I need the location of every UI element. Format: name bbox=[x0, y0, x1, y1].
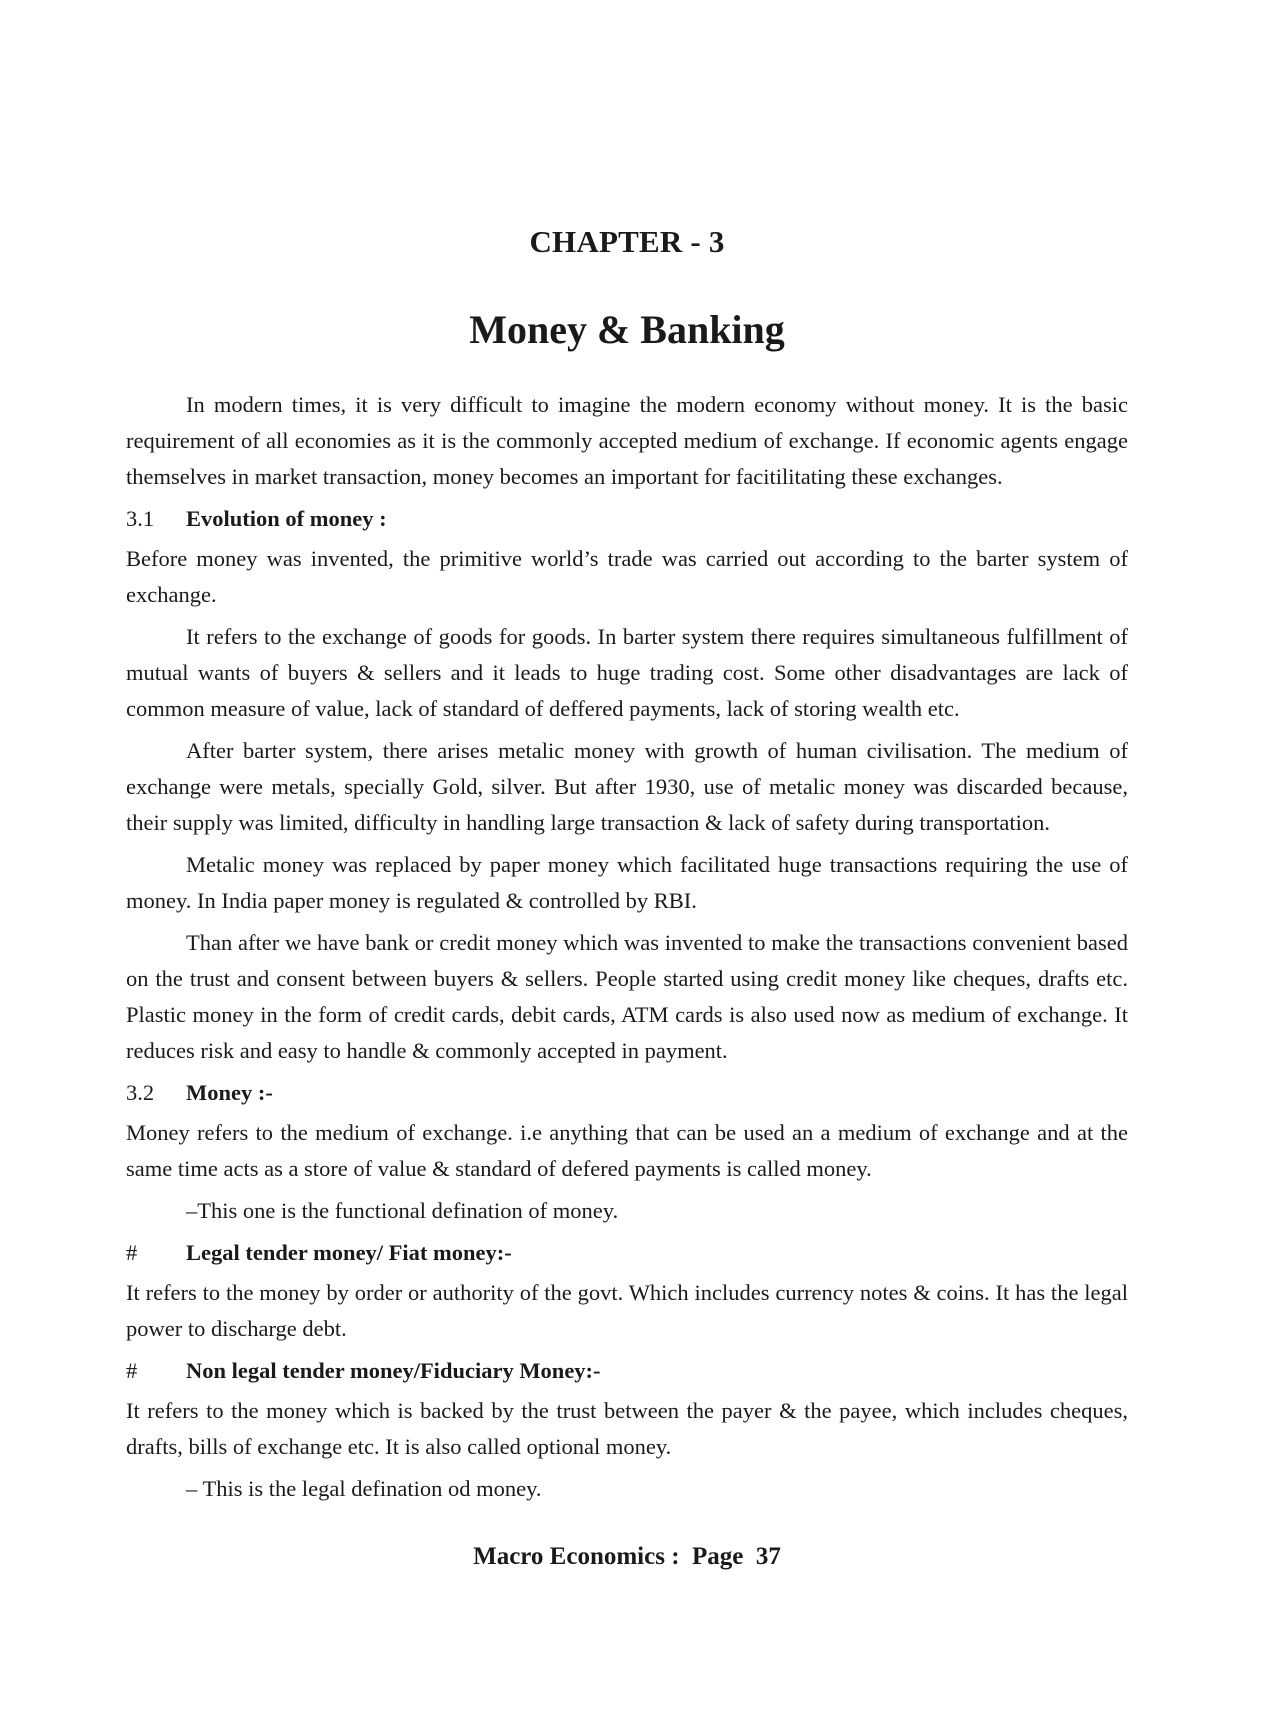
section-heading-money bbox=[126, 1075, 1128, 1111]
section-heading-evolution bbox=[126, 501, 1128, 537]
page-footer: Macro Economics : Page 37 bbox=[473, 1543, 781, 1570]
paragraph: Before money was invented, the primitive world’s trade was carried out according to the barter system of exchange. bbox=[126, 546, 1128, 607]
paragraph: Than after we have bank or credit money which was invented to make the transactions convenient based on the trust and consent between buyers & sellers. People started using credit money like cheques, drafts etc. Plastic money in the form of credit cards, debit cards, ATM cards is also used now as medium of exchange. It reduces risk and easy to handle & commonly accepted in payment. bbox=[126, 930, 1128, 1063]
paragraph: It refers to the exchange of goods for goods. In barter system there requires simultaneous fulfillment of mutual wants of buyers & sellers and it leads to huge trading cost. Some other disadvantages are lack of common measure of value, lack of standard of deffered payments, lack of storing wealth etc. bbox=[126, 624, 1128, 721]
chapter-title: Money & Banking bbox=[469, 307, 785, 352]
subheading-title: Non legal tender money/Fiduciary Money:- bbox=[186, 1358, 601, 1383]
subheading-non-legal-tender bbox=[126, 1353, 1128, 1389]
document-body bbox=[126, 387, 1128, 1513]
bullet-marker: # bbox=[126, 1240, 138, 1265]
subheading-legal-tender bbox=[126, 1235, 1128, 1271]
definition-note: –This one is the functional defination of money. bbox=[186, 1198, 619, 1223]
section-title: Evolution of money : bbox=[186, 506, 387, 531]
definition-note: – This is the legal defination od money. bbox=[186, 1476, 542, 1501]
intro-paragraph: In modern times, it is very difficult to imagine the modern economy without money. It is the basic requirement of all economies as it is the commonly accepted medium of exchange. If economic agents engage themselves in market transaction, money becomes an important for facitilitating these exchanges. bbox=[126, 392, 1128, 489]
paragraph: Metalic money was replaced by paper money which facilitated huge transactions requiring the use of money. In India paper money is regulated & controlled by RBI. bbox=[126, 852, 1128, 913]
subheading-title: Legal tender money/ Fiat money:- bbox=[186, 1240, 512, 1265]
chapter-label: CHAPTER - 3 bbox=[529, 224, 725, 259]
paragraph: It refers to the money by order or authority of the govt. Which includes currency notes & coins. It has the legal power to discharge debt. bbox=[126, 1280, 1128, 1341]
section-title: Money :- bbox=[186, 1080, 273, 1105]
paragraph: Money refers to the medium of exchange. i.e anything that can be used an a medium of exchange and at the same time acts as a store of value & standard of defered payments is called money. bbox=[126, 1120, 1128, 1181]
paragraph: After barter system, there arises metalic money with growth of human civilisation. The medium of exchange were metals, specially Gold, silver. But after 1930, use of metalic money was discarded because, their supply was limited, difficulty in handling large transaction & lack of safety during transportation. bbox=[126, 738, 1128, 835]
paragraph: It refers to the money which is backed by the trust between the payer & the payee, which includes cheques, drafts, bills of exchange etc. It is also called optional money. bbox=[126, 1398, 1128, 1459]
section-number: 3.2 bbox=[126, 1080, 155, 1105]
section-number: 3.1 bbox=[126, 506, 155, 531]
bullet-marker: # bbox=[126, 1358, 138, 1383]
